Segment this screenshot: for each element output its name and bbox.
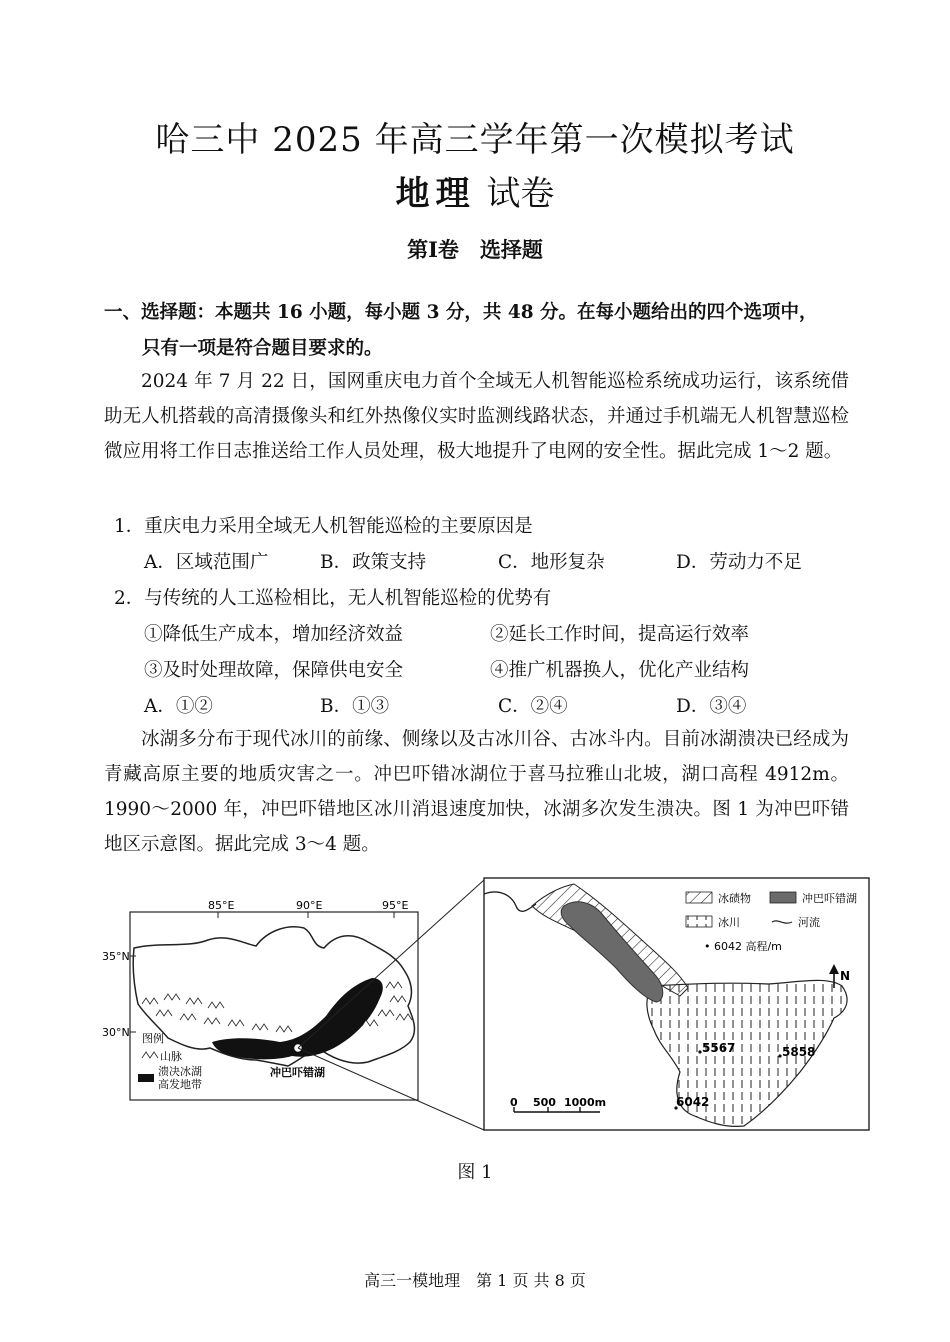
lake-detail-map xyxy=(484,878,869,1130)
scale-label-500: 500 xyxy=(533,1096,556,1109)
q2-option-d: D．③④ xyxy=(676,696,747,717)
legend-zone-label-1: 溃决冰湖 xyxy=(158,1065,202,1078)
q2-option-c: C．②④ xyxy=(498,696,568,717)
scale-label-0: 0 xyxy=(510,1096,518,1109)
lat-label-35: 35°N xyxy=(102,950,130,963)
passage-glacial-lake: 冰湖多分布于现代冰川的前缘、侧缘以及古冰川谷、古冰斗内。目前冰湖溃决已经成为青藏高原主要的地质灾害之一。冲巴吓错冰湖位于喜马拉雅山北坡，湖口高程 4912m。1990～2000 年，冲巴吓错地区冰川消退速度加快，冰湖多次发生溃决。图 1 为冲巴吓错地区示意图。据此完成 3～4 题。 xyxy=(104,729,849,855)
q2-statement-4: ④推广机器换人，优化产业结构 xyxy=(490,660,750,681)
subject-name: 地理 xyxy=(395,174,476,214)
q2-option-b: B．①③ xyxy=(320,696,390,717)
location-map xyxy=(102,899,418,1100)
north-label: N xyxy=(840,969,851,983)
legend-glacier-swatch xyxy=(686,916,712,927)
legend-zone-label-2: 高发地带 xyxy=(158,1078,202,1091)
elevation-label-5567: 5567 xyxy=(702,1041,736,1055)
legend-river-label: 河流 xyxy=(798,916,820,929)
q2-statement-2: ②延长工作时间，提高运行效率 xyxy=(490,624,750,645)
q2-statement-3: ③及时处理故障，保障供电安全 xyxy=(144,660,404,681)
part-heading: 第Ⅰ卷 选择题 xyxy=(407,237,543,262)
page-footer: 高三一模地理 第 1 页 共 8 页 xyxy=(364,1271,586,1290)
q1-option-d: D．劳动力不足 xyxy=(676,552,802,573)
section-instruction-line2: 只有一项是符合题目要求的。 xyxy=(142,338,383,359)
q2-option-a: A．①② xyxy=(144,696,213,717)
exam-subtitle xyxy=(0,166,950,215)
figure-caption: 图 1 xyxy=(457,1162,493,1183)
section-instruction-line1: 一、选择题：本题共 16 小题，每小题 3 分，共 48 分。在每小题给出的四个选项中， xyxy=(104,302,818,323)
legend-lake-swatch xyxy=(770,892,796,903)
lon-label-85: 85°E xyxy=(208,899,235,912)
lake-location-label: 冲巴吓错湖 xyxy=(270,1066,325,1079)
legend-mountain-label: 山脉 xyxy=(160,1050,182,1063)
legend-title: 图例 xyxy=(142,1032,164,1045)
legend-lake-label: 冲巴吓错湖 xyxy=(802,892,857,905)
q1-option-a: A．区域范围广 xyxy=(144,552,269,573)
question-2-stem: 2．与传统的人工巡检相比，无人机智能巡检的优势有 xyxy=(114,588,552,609)
passage-drone-inspection: 2024 年 7 月 22 日，国网重庆电力首个全域无人机智能巡检系统成功运行，该系统借助无人机搭载的高清摄像头和红外热像仪实时监测线路状态，并通过手机端无人机智慧巡检微应用将工作日志推送给工作人员处理，极大地提升了电网的安全性。据此完成 1～2 题。 xyxy=(104,371,849,462)
legend-moraine-swatch xyxy=(686,892,712,903)
legend-zone-swatch xyxy=(138,1074,154,1082)
q1-option-c: C．地形复杂 xyxy=(498,552,605,573)
lon-label-90: 90°E xyxy=(296,899,323,912)
subject-suffix: 试卷 xyxy=(486,174,555,214)
lon-label-95: 95°E xyxy=(382,899,409,912)
exam-title: 哈三中 2025 年高三学年第一次模拟考试 xyxy=(155,120,795,160)
scale-label-1000: 1000m xyxy=(564,1096,607,1109)
elevation-label-5858: 5858 xyxy=(782,1045,816,1059)
figure-1-maps xyxy=(102,876,873,1134)
lat-label-30: 30°N xyxy=(102,1026,130,1039)
legend-elevation-label: • 6042 高程/m xyxy=(704,940,782,953)
q2-statement-1: ①降低生产成本，增加经济效益 xyxy=(144,624,404,645)
legend-glacier-label: 冰川 xyxy=(718,916,740,929)
legend-moraine-label: 冰碛物 xyxy=(718,892,751,905)
elevation-label-6042: 6042 xyxy=(676,1095,710,1109)
q1-option-b: B．政策支持 xyxy=(320,552,427,573)
question-1-stem: 1．重庆电力采用全域无人机智能巡检的主要原因是 xyxy=(114,516,533,537)
